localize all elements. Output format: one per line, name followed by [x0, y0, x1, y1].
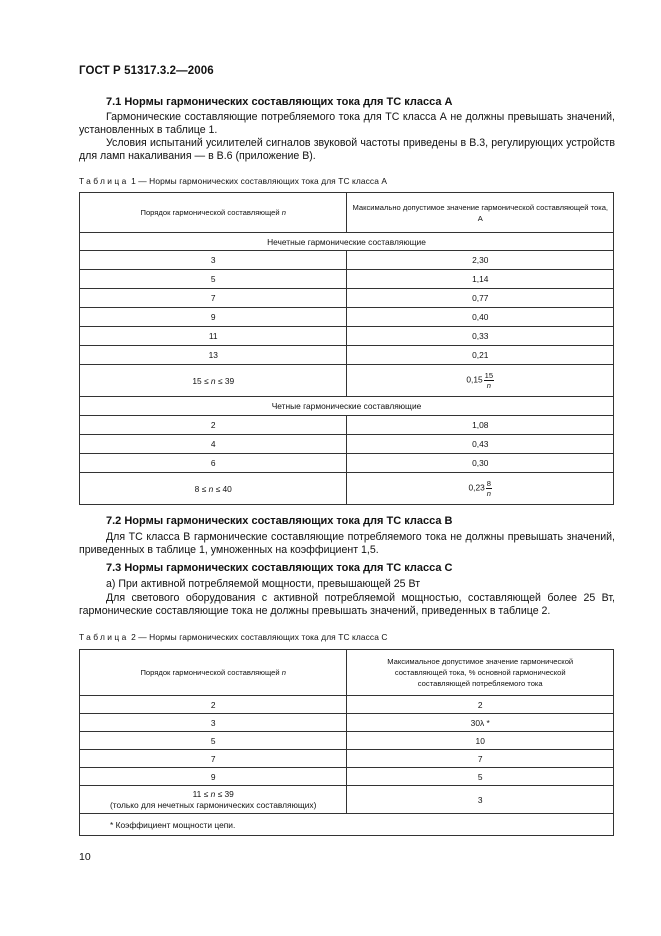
table-2-header-row [80, 650, 614, 696]
table-row: 3 30λ * [80, 714, 614, 732]
section-7-3-title: 7.3 Нормы гармонических составляющих тока для ТС класса С [106, 562, 453, 574]
section-7-3-paragraph-2: Для светового оборудования с активной потребляемой мощностью, составляющей более 25 Вт, гармонические составляющие тока не должны превышать значений, приведенных в таблице 2. [79, 592, 615, 617]
table-row: 4 0,43 [80, 435, 614, 454]
section-7-1-paragraph-1: Гармонические составляющие потребляемого тока для ТС класса А не должны превышать значений, установленных в таблице 1. [79, 111, 615, 136]
document-header: ГОСТ Р 51317.3.2—2006 [79, 65, 214, 77]
table-1-even-label: Четные гармонические составляющие [80, 397, 614, 416]
table-2-footnote: * Коэффициент мощности цепи. [80, 814, 614, 836]
table-row: 3 2,30 [80, 251, 614, 270]
table-1 [79, 192, 614, 505]
table-2-range-row [80, 786, 614, 814]
table-2-caption [79, 632, 388, 642]
table-1-odd-range-row [80, 365, 614, 397]
table-1-header-row [80, 193, 614, 233]
table-2 [79, 649, 614, 836]
table-1-even-range-formula: 0,23 $\frac{8}{n}$ [347, 473, 614, 505]
table-2-col-max-header: Максимальное допустимое значение гармонической составляющей тока, % основной гармонической составляющей потребляемого тока [347, 650, 614, 696]
page-number: 10 [79, 851, 91, 863]
section-7-2-paragraph-1: Для ТС класса В гармонические составляющие потребляемого тока не должны превышать значений, приведенных в таблице 1, умноженных на коэффициент 1,5. [79, 531, 615, 556]
table-row: 6 0,30 [80, 454, 614, 473]
table-1-odd-range-n: 15 ≤ n ≤ 39 [80, 365, 347, 397]
table-row: 2 2 [80, 696, 614, 714]
table-2-range-value: 3 [347, 786, 614, 814]
table-1-even-range-row [80, 473, 614, 505]
table-1-group-row [80, 397, 614, 416]
table-2-range-n: 11 ≤ n ≤ 39 (только для нечетных гармонических составляющих) [80, 786, 347, 814]
table-1-caption [79, 176, 387, 186]
table-row: 7 0,77 [80, 289, 614, 308]
section-7-2-title: 7.2 Нормы гармонических составляющих тока для ТС класса В [106, 515, 453, 527]
table-1-caption-text: 1 — Нормы гармонических составляющих тока для ТС класса А [131, 176, 388, 186]
table-2-caption-word: Таблица [79, 632, 129, 642]
table-row: 5 10 [80, 732, 614, 750]
table-1-odd-range-formula: 0,15 $\frac{15}{n}$ [347, 365, 614, 397]
table-1-group-row [80, 233, 614, 251]
table-2-footnote-row [80, 814, 614, 836]
table-1-col-max-header: Максимально допустимое значение гармонической составляющей тока, А [347, 193, 614, 233]
section-7-1-paragraph-2: Условия испытаний усилителей сигналов звуковой частоты приведены в В.3, регулирующих устройств для ламп накаливания — в В.6 (приложение В). [79, 137, 615, 162]
table-1-caption-word: Таблица [79, 176, 129, 186]
table-1-odd-label: Нечетные гармонические составляющие [80, 233, 614, 251]
table-row: 5 1,14 [80, 270, 614, 289]
table-row: 11 0,33 [80, 327, 614, 346]
table-row: 9 5 [80, 768, 614, 786]
section-7-3-paragraph-1: а) При активной потребляемой мощности, превышающей 25 Вт [106, 578, 421, 590]
table-2-caption-text: 2 — Нормы гармонических составляющих тока для ТС класса С [131, 632, 388, 642]
table-1-even-range-n: 8 ≤ n ≤ 40 [80, 473, 347, 505]
table-2-col-order-header: Порядок гармонической составляющей n [80, 650, 347, 696]
section-7-1-title: 7.1 Нормы гармонических составляющих тока для ТС класса А [106, 96, 453, 108]
table-row: 13 0,21 [80, 346, 614, 365]
table-row: 2 1,08 [80, 416, 614, 435]
table-1-col-order-header: Порядок гармонической составляющей n [80, 193, 347, 233]
table-row: 9 0,40 [80, 308, 614, 327]
table-row: 7 7 [80, 750, 614, 768]
